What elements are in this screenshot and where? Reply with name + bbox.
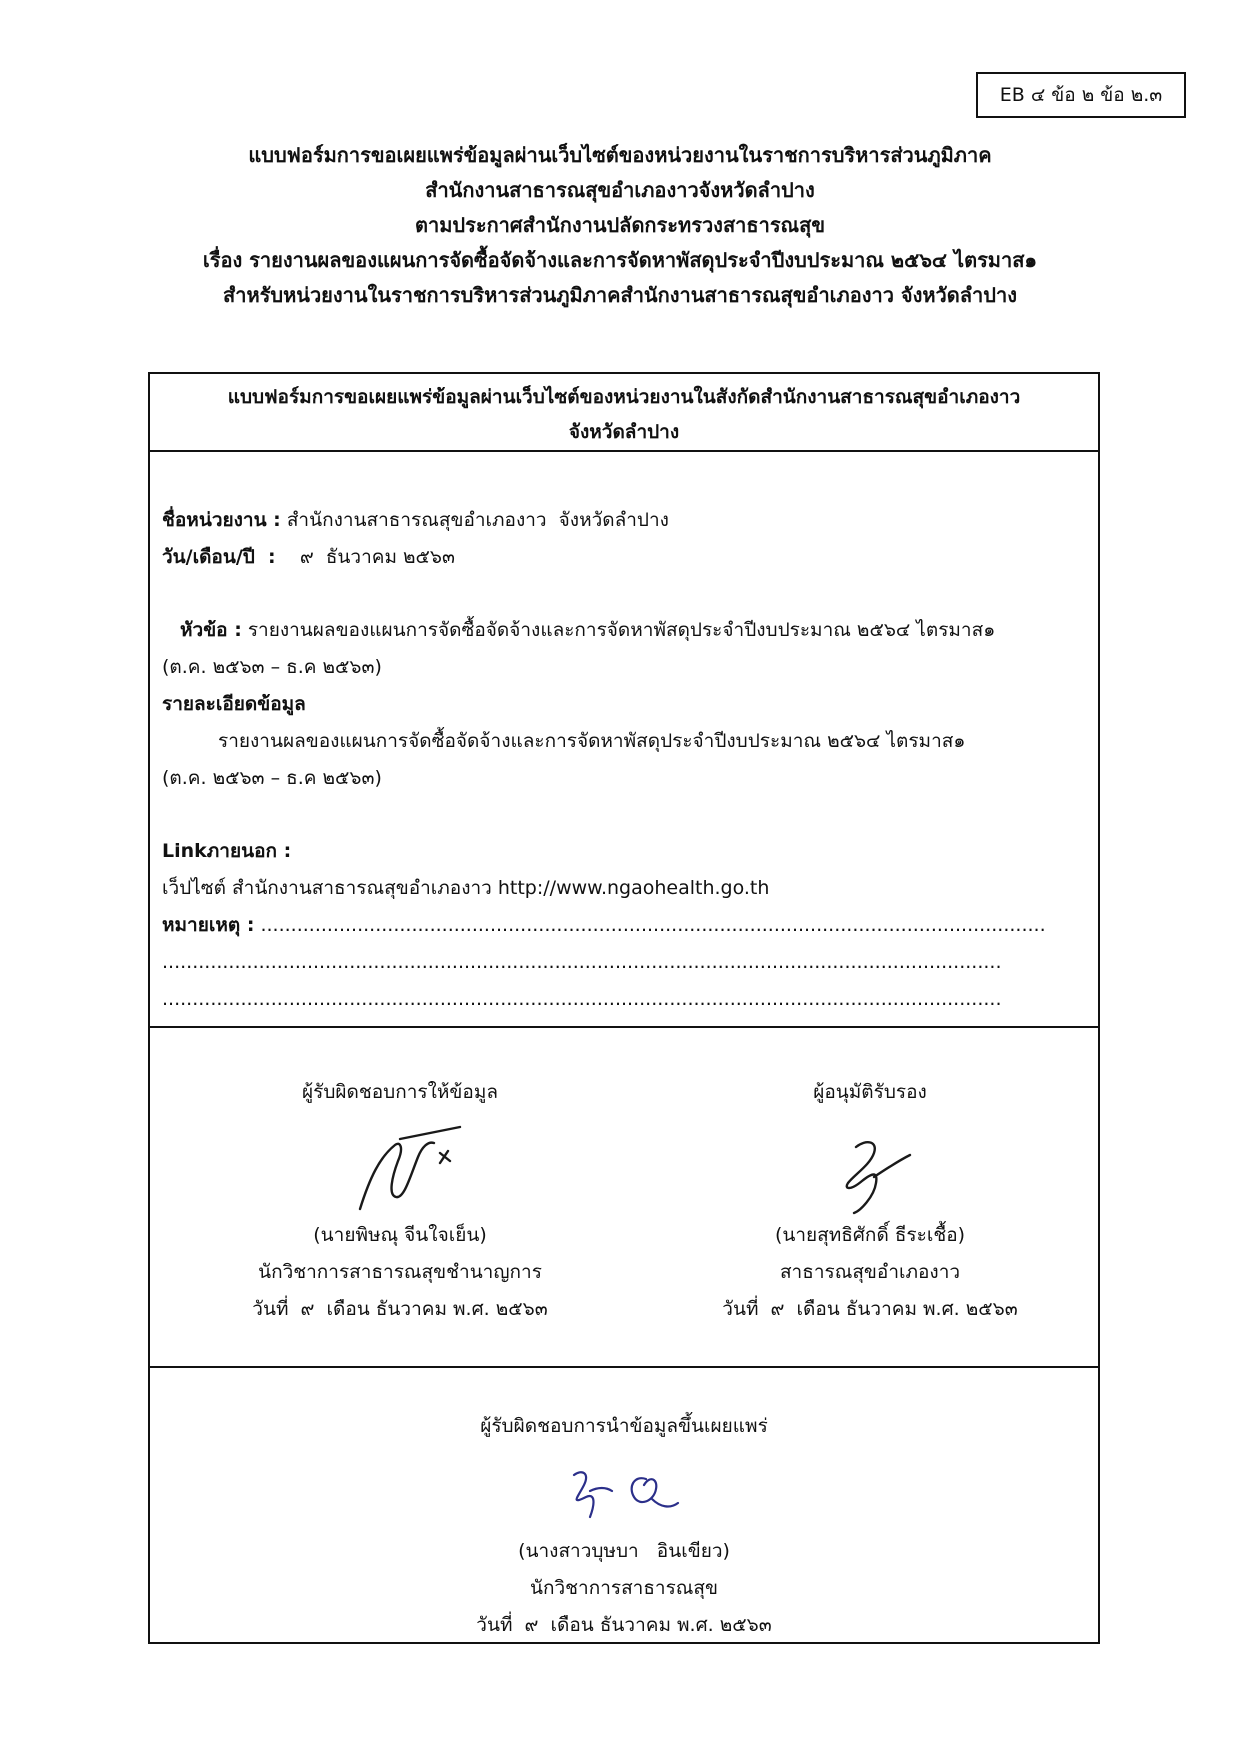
header-line-3: ตามประกาศสำนักงานปลัดกระทรวงสาธารณสุข [414, 213, 825, 237]
header-line-5: สำหรับหน่วยงานในราชการบริหารส่วนภูมิภาคสำนักงานสาธารณสุขอำเภองาว จังหวัดลำปาง [223, 283, 1017, 307]
signer-right-name: (นายสุทธิศักดิ์ ธีระเชื้อ) [774, 1224, 966, 1246]
signer-right [660, 1074, 1080, 1328]
note-row [162, 907, 1084, 944]
signer-right-position: สาธารณสุขอำเภองาว [779, 1261, 961, 1283]
form-title-line-1: แบบฟอร์มการขอเผยแพร่ข้อมูลผ่านเว็บไซต์ของหน่วยงานในสังกัดสำนักงานสาธารณสุขอำเภองาว [227, 386, 1021, 408]
form-title-section [150, 374, 1098, 452]
date-label: วัน/เดือน/ปี : [162, 546, 276, 568]
document-header [0, 138, 1240, 313]
topic-value: รายงานผลของแผนการจัดซื้อจัดจ้างและการจัดหาพัสดุประจำปีงบประมาณ ๒๕๖๔ ไตรมาส๑ [241, 619, 996, 641]
publication-form [148, 372, 1100, 1644]
document-code: EB ๔ ข้อ ๒ ข้อ ๒.๓ [999, 84, 1163, 106]
date-value: ๙ ธันวาคม ๒๕๖๓ [275, 546, 455, 568]
signer-left-role: ผู้รับผิดชอบการให้ข้อมูล [302, 1081, 498, 1103]
signer-left-date: วันที่ ๙ เดือน ธันวาคม พ.ศ. ๒๕๖๓ [252, 1298, 548, 1320]
signer-left [190, 1074, 610, 1328]
link-value[interactable]: เว็ปไซต์ สำนักงานสาธารณสุขอำเภองาว http://www.ngaohealth.go.th [162, 877, 770, 899]
date-row [162, 539, 1084, 576]
publisher-section [150, 1368, 1098, 1642]
form-title-line-2: จังหวัดลำปาง [568, 421, 680, 443]
unit-row [162, 502, 1084, 539]
header-line-4: เรื่อง รายงานผลของแผนการจัดซื้อจัดจ้างและการจัดหาพัสดุประจำปีงบประมาณ ๒๕๖๔ ไตรมาส๑ [202, 248, 1038, 272]
unit-label: ชื่อหน่วยงาน : [162, 509, 281, 531]
signer-left-position: นักวิชาการสาธารณสุขชำนาญการ [258, 1261, 542, 1283]
publisher-date: วันที่ ๙ เดือน ธันวาคม พ.ศ. ๒๕๖๓ [476, 1614, 772, 1636]
signature-publisher-icon [534, 1457, 714, 1529]
detail-label: รายละเอียดข้อมูล [162, 693, 306, 715]
publisher-name: (นางสาวบุษบา อินเขียว) [518, 1540, 730, 1562]
signature-left-icon [300, 1117, 500, 1217]
unit-value: สำนักงานสาธารณสุขอำเภองาว จังหวัดลำปาง [280, 509, 669, 531]
topic-row [162, 612, 1084, 649]
signer-right-role: ผู้อนุมัติรับรอง [813, 1081, 927, 1103]
detail-value: รายงานผลของแผนการจัดซื้อจัดจ้างและการจัดหาพัสดุประจำปีงบประมาณ ๒๕๖๔ ไตรมาส๑ [218, 730, 966, 752]
document-code-box [976, 72, 1186, 118]
note-label: หมายเหตุ : [162, 914, 255, 936]
topic-label: หัวข้อ : [180, 619, 242, 641]
publisher-position: นักวิชาการสาธารณสุข [529, 1577, 719, 1599]
note-dots-2: ........................................................................................................................................... [162, 951, 1002, 973]
detail-range: (ต.ค. ๒๕๖๓ – ธ.ค ๒๕๖๓) [162, 767, 382, 789]
note-dots-1: .................................................................................................................................. [254, 914, 1046, 936]
header-line-1: แบบฟอร์มการขอเผยแพร่ข้อมูลผ่านเว็บไซต์ของหน่วยงานในราชการบริหารส่วนภูมิภาค [248, 143, 992, 167]
link-label: Linkภายนอก : [162, 840, 292, 862]
signer-right-date: วันที่ ๙ เดือน ธันวาคม พ.ศ. ๒๕๖๓ [722, 1298, 1018, 1320]
header-line-2: สำนักงานสาธารณสุขอำเภองาวจังหวัดลำปาง [425, 178, 815, 202]
form-info-section [150, 452, 1098, 1028]
topic-range: (ต.ค. ๒๕๖๓ – ธ.ค ๒๕๖๓) [162, 656, 382, 678]
signer-left-name: (นายพิษณุ จีนใจเย็น) [313, 1224, 487, 1246]
signature-section [150, 1028, 1098, 1368]
signature-right-icon [770, 1117, 970, 1217]
note-dots-3: ........................................................................................................................................... [162, 988, 1002, 1010]
publisher-role: ผู้รับผิดชอบการนำข้อมูลขึ้นเผยแพร่ [480, 1415, 768, 1437]
